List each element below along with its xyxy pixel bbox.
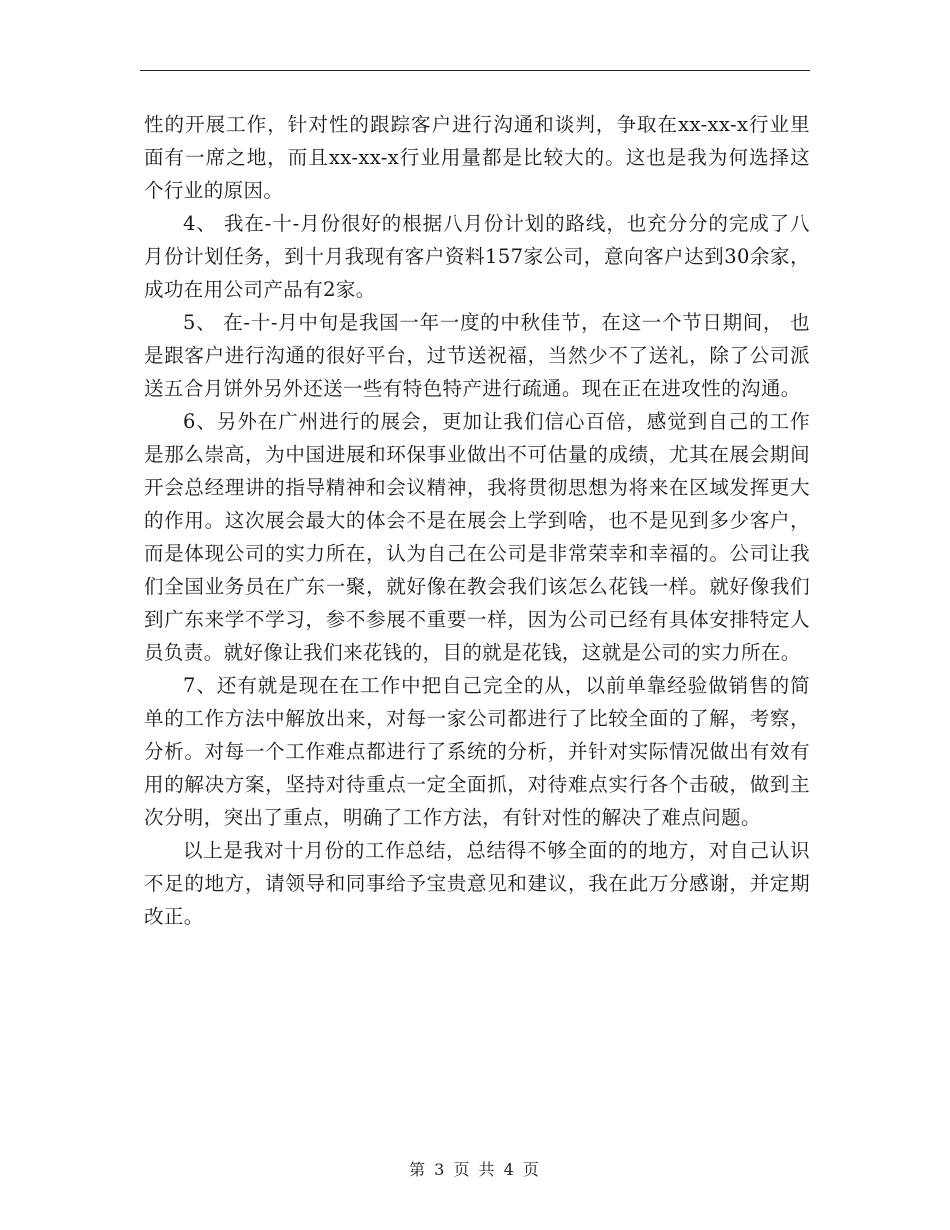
- document-body: [144, 108, 810, 933]
- header-rule: [140, 70, 810, 71]
- paragraph-item-7: 7、还有就是现在在工作中把自己完全的从，以前单靠经验做销售的简单的工作方法中解放出来，对每一家公司都进行了比较全面的了解，考察，分析。对每一个工作难点都进行了系统的分析，并针对实际情况做出有效有用的解决方案，坚持对待重点一定全面抓，对待难点实行各个击破，做到主次分明，突出了重点，明确了工作方法，有针对性的解决了难点问题。: [144, 674, 810, 829]
- page-number: 第 3 页 共 4 页: [409, 1160, 541, 1179]
- paragraph-conclusion: 以上是我对十月份的工作总结，总结得不够全面的的地方，对自己认识不足的地方，请领导和同事给予宝贵意见和建议，我在此万分感谢，并定期改正。: [144, 839, 810, 928]
- paragraph-continuation: 性的开展工作，针对性的跟踪客户进行沟通和谈判，争取在xx-xx-x行业里面有一席之地，而且xx-xx-x行业用量都是比较大的。这也是我为何选择这个行业的原因。: [144, 113, 810, 202]
- paragraph-item-5: 5、 在-十-月中旬是我国一年一度的中秋佳节，在这一个节日期间， 也是跟客户进行沟通的很好平台，过节送祝福，当然少不了送礼，除了公司派送五合月饼外另外还送一些有特色特产进行疏通。现在正在进攻性的沟通。: [144, 311, 810, 400]
- paragraph-item-4: 4、 我在-十-月份很好的根据八月份计划的路线，也充分分的完成了八月份计划任务，到十月我现有客户资料157家公司，意向客户达到30余家，成功在用公司产品有2家。: [144, 212, 810, 301]
- paragraph-item-6: 6、另外在广州进行的展会，更加让我们信心百倍，感觉到自己的工作是那么崇高，为中国进展和环保事业做出不可估量的成绩，尤其在展会期间开会总经理讲的指导精神和会议精神，我将贯彻思想为将来在区域发挥更大的作用。这次展会最大的体会不是在展会上学到啥，也不是见到多少客户，而是体现公司的实力所在，认为自己在公司是非常荣幸和幸福的。公司让我们全国业务员在广东一聚，就好像在教会我们该怎么花钱一样。就好像我们到广东来学不学习，参不参展不重要一样，因为公司已经有具体安排特定人员负责。就好像让我们来花钱的，目的就是花钱，这就是公司的实力所在。: [144, 410, 810, 664]
